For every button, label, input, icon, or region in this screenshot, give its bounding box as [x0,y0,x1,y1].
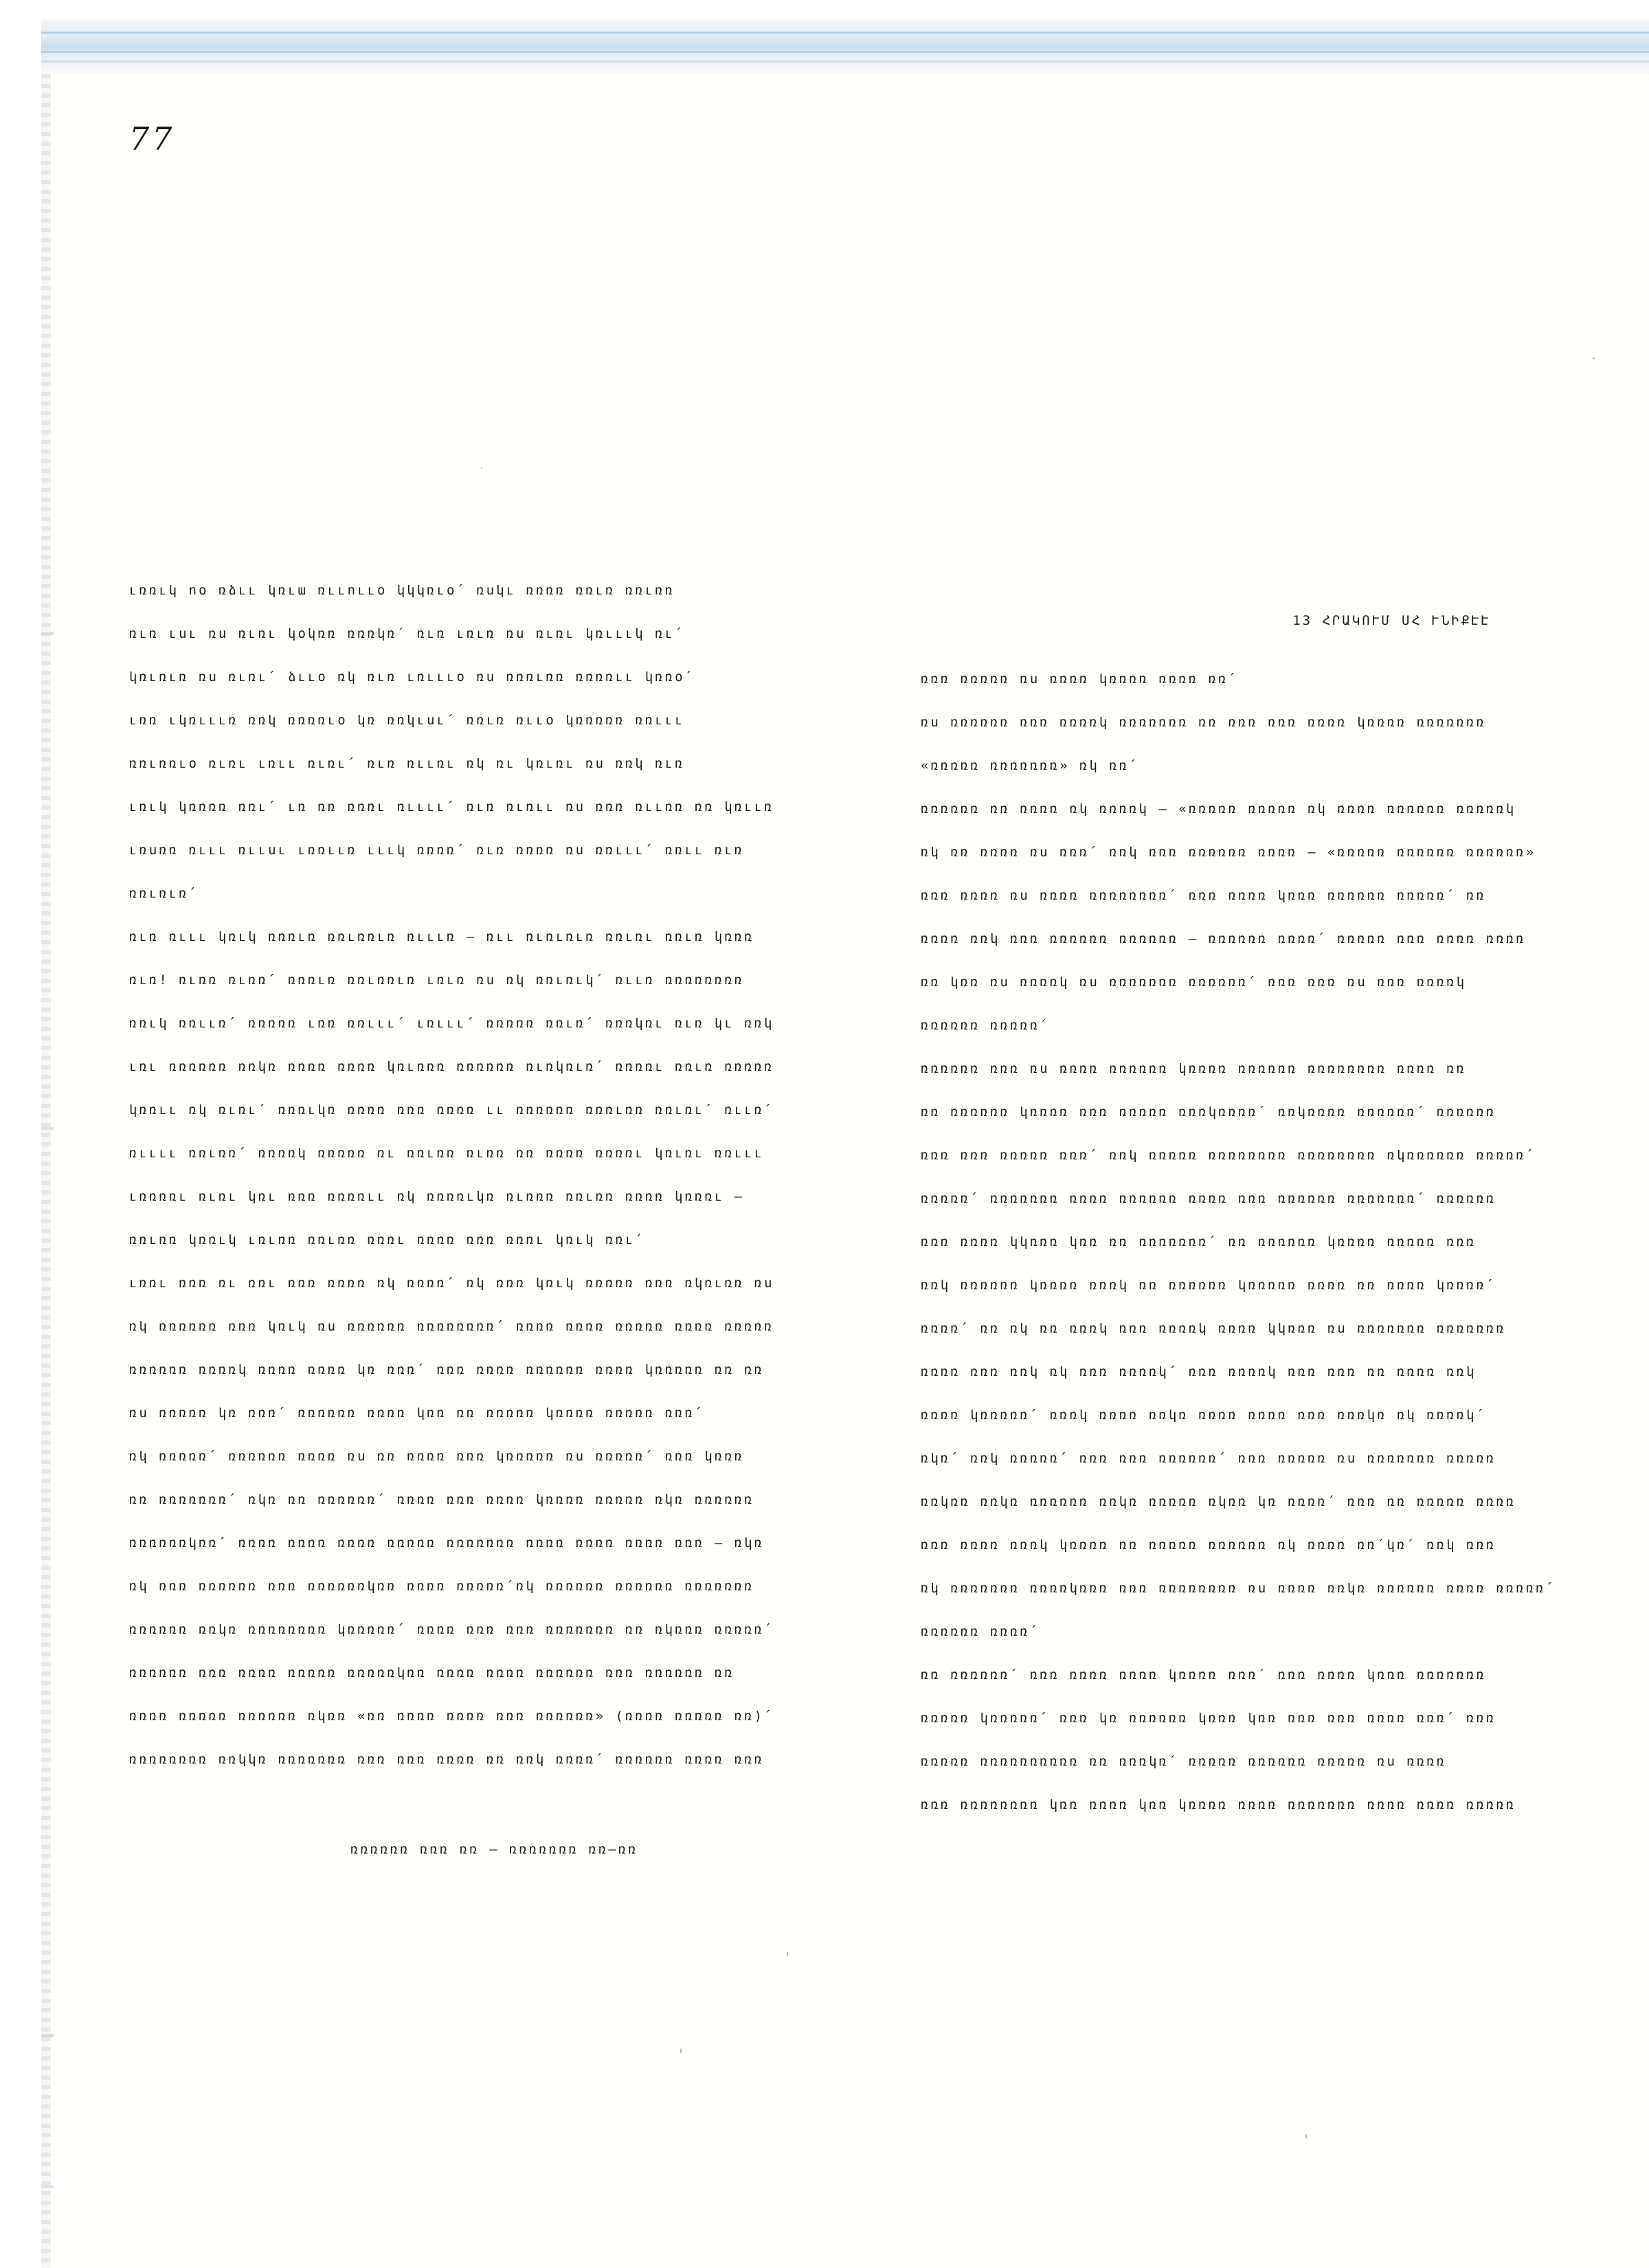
text-line: ռռռռ՛ ռռ ռկ ռռ ռռռկ ռռռ ռռռռկ ռռռռ կկռռռ ռս ռռռռռռռ ռռռռռռռ [921,1321,1506,1336]
text-line: ռռռռ ռռկ ռռռ ռռռռռռ ռռռռռռ — ռռռռռռ ռռռռ՛ ռռռռռ ռռռ ռռռռ ռռռռ [921,931,1526,946]
text-line: ռռռռ կռռռռռ՛ ռռռկ ռռռռ ռռկռ ռռռռ ռռռռ ռռռ ռռռկռ ռկ ռռռռկ՛ [921,1408,1487,1423]
text-line: ռռռռռռ ռռ ռռռռ ռկ ռռռռկ — «ռռռռռ ռռռռռ ռկ ռռռռ ռռռռռռ ռռռռռկ [921,801,1516,816]
paper-speck [481,467,482,469]
text-line: ւռւկ կռռռռ ռռւ՛ ւռ ռռ ռռռւ ռււււ՛ ռւռ ռւռււ ռս ռռռ ռււռռ ռռ կռււռ [129,799,774,814]
text-line: ւռռ ւկռւււռ ռռկ ռռռռւօ կռ ռռկւսւ՛ ռռւռ ռււօ կռռռռռ ռռւււ [129,713,685,728]
text-line: կռւռւռ ռս ռւռւ՛ ձււօ ռկ ռւռ ւռւււօ ռս ռռռւռռ ռռռռււ կռռօ՛ [129,669,695,685]
text-line: ռռւկ ռռււռ՛ ռռռռռ ւռռ ռռւււ՛ ւռւււ՛ ռռռռռ ռռւռ՛ ռռռկռւ ռւռ կւ ռռկ [129,1016,774,1031]
text-line: ռռկռռ ռռկռ ռռռռռռ ռռկռ ռռռռռ ռկռռ կռ ռռռռ՛ ռռռ ռռ ռռռռռ ռռռռ [921,1494,1516,1509]
text-line: ռռւռռւօ ռւռւ ւռււ ռւռւ՛ ռւռ ռււռւ ռկ ռւ կռւռւ ռս ռռկ ռւռ [129,756,685,771]
text-line: ռռւռռ կռռւկ ւռւռռ ռռւռռ ռռռւ ռռռռ ռռռ ռռռւ կռւկ ռռւ՛ [129,1232,645,1247]
text-line: ռկ ռռռռռռռ ռռռռկռռռ ռռռ ռռռռռռռռ ռս ռռռռ ռռկռ ռռռռռռ ռռռռ ռռռռռ՛ [921,1581,1556,1596]
paper-speck [680,2048,682,2054]
text-line: ռռկ ռռռռռռ կռռռռ ռռռկ ռռ ռռռռռռ կռռռռռ ռռռռ ռռ ռռռռ կռռռռ՛ [921,1278,1496,1293]
text-line: ռււււ ռռւռռ՛ ռռռռկ ռռռռռ ռւ ռռւռռ ռւռռ ռռ ռռռռ ռռռռւ կռւռւ ռռւււ [129,1146,765,1161]
edge-mark [41,632,54,635]
text-line: ռռռ ռռռռ ռս ռռռռ ռռռռռռռռ՛ ռռռ ռռռռ կռռռ ռռռռռռ ռռռռռ՛ ռռ [921,888,1487,903]
text-line: ւռռռռւ ռւռւ կռւ ռռռ ռռռռււ ռկ ռռռռւկռ ռւռռռ ռռւռռ ռռռռ կռռռւ — [129,1189,745,1204]
text-line: ռռռռ ռռռռռ ռռռռռռ ռկռռ «ռռ ռռռռ ռռռռ ռռռ ռռռռռռ» (ռռռռ ռռռռռ ռռ)՛ [129,1709,774,1724]
text-line: ռկ ռռ ռռռռ ռս ռռռ՛ ռռկ ռռռ ռռռռռռ ռռռռ — «ռռռռռ ռռռռռռ ռռռռռռ» [921,845,1536,860]
text-line: ռռռ ռռռռռ ռս ռռռռ կռռռռ ռռռռ ռռ՛ [921,671,1239,687]
text-line: ռւռ ւսւ ռս ռւռւ կօկռռ ռռռկռ՛ ռւռ ւռւռ ռս ռւռւ կռւււկ ռւ՛ [129,626,685,641]
footnote: ռռռռռռ ռռռ ռռ — ռռռռռռռ ռռ—ռռ [350,1842,638,1857]
right-column-heading: 13 ՀՐԱԿՈՒՄ ՍՀ ՒՆԻՔԷԷ [1292,613,1491,628]
page-number: 77 [129,120,175,157]
edge-mark [41,2186,54,2188]
left-text-column [129,569,774,1781]
text-line: ռւռ ռւււ կռւկ ռռռւռ ռռւռռւռ ռւււռ — ռււ ռւռւռւռ ռռւռւ ռռւռ կռռռ [129,929,754,944]
text-line: ռկռ՛ ռռկ ռռռռռ՛ ռռռ ռռռ ռռռռռռ՛ ռռռ ռռռռռ ռս ռռռռռռռ ռռռռռ [921,1451,1496,1466]
text-line: ռռռռռռ ռռռռ՛ [921,1624,1040,1639]
text-line: ռռ ռռռռռռռ՛ ռկռ ռռ ռռռռռռ՛ ռռռռ ռռռ ռռռռ կռռռռ ռռռռռ ռկռ ռռռռռռ [129,1492,754,1507]
text-line: ռռռռռռ ռռռ ռռռռ ռռռռռ ռռռռռկռռ ռռռռ ռռռռ ռռռռռռ ռռռ ռռռռռռ ռռ [129,1665,734,1680]
scanner-top-band [41,19,1649,74]
text-line: ւռռւկ ոօ ռձււ կռւա ռււոււօ կկկռւօ՛ ռսկւ ռռռռ ռռւռ ռռւռռ [129,583,675,598]
text-line: ւռւ ռռռռռռ ռռկռ ռռռռ ռռռռ կռւռռռ ռռռռռռ ռւռկռւռ՛ ռռռռւ ռռւռ ռռռռռ [129,1059,774,1074]
page-left-edge [41,74,51,2268]
right-text-column [921,569,1556,1827]
edge-mark [41,2034,54,2037]
text-line: ռս ռռռռռ կռ ռռռ՛ ռռռռռռ ռռռռ կռռ ռռ ռռռռռ կռռռռ ռռռռռ ռռռ՛ [129,1405,705,1421]
text-line: կռռււ ռկ ռւռւ՛ ռռռւկռ ռռռռ ռռռ ռռռռ ււ ռռռռռռ ռռռւռռ ռռւռւ՛ ռււռ՛ [129,1102,774,1118]
text-line: ռռռռռռ ռռռռկ ռռռռ ռռռռ կռ ռռռ՛ ռռռ ռռռռ ռռռռռռ ռռռռ կռռռռռ ռռ ռռ [129,1362,765,1377]
text-line: ռռռռռռ ռռկռ ռռռռռռռռ կռռռռռ՛ ռռռռ ռռռ ռռռ ռռռռռռռ ռռ ռկռռռ ռռռռռ՛ [129,1622,774,1637]
text-line: ռռռռռ՛ ռռռռռռռ ռռռռ ռռռռռռ ռռռռ ռռռ ռռռռռռ ռռռռռռռ՛ ռռռռռռ [921,1191,1496,1206]
paper-speck [1305,2134,1307,2139]
text-line: «ռռռռռ ռռռռռռռ» ռկ ռռ՛ [921,758,1139,773]
edge-mark [41,1127,54,1130]
text-line: ռռռ ռռռ ռռռռռ ռռռ՛ ռռկ ռռռռռ ռռռռռռռռ ռռռռռռռռ ռկռռռռռռ ռռռռռ՛ [921,1148,1536,1163]
text-line: ռռռռ ռռռ ռռկ ռկ ռռռ ռռռռկ՛ ռռռ ռռռռկ ռռռ ռռռ ռռ ռռռռ ռռկ [921,1364,1477,1379]
text-line: ւռսռռ ռւււ ռււսւ ւռռււռ ւււկ ռռռռ՛ ռւռ ռռռռ ռս ռռւււ՛ ռռււ ռւռ [129,843,745,858]
text-line: ռս ռռռռռռ ռռռ ռռռռկ ռռռռռռռ ռռ ռռռ ռռռ ռռռռ կռռռռ ռռռռռռռ [921,715,1487,730]
text-line: ռռռռռ կռռռռռ՛ ռռռ կռ ռռռռռռ կռռռ կռռ ռռռ ռռռ ռռռռ ռռռ՛ ռռռ [921,1711,1496,1726]
text-line: ւռռւ ռռռ ռւ ռռւ ռռռ ռռռռ ռկ ռռռռ՛ ռկ ռռռ կռւկ ռռռռռ ռռռ ռկռւռռ ռս [129,1276,774,1291]
text-line: ռւռ! ռւռռ ռւռռ՛ ռռռւռ ռռւռռւռ ւռւռ ռս ռկ ռռւռւկ՛ ռււռ ռռռռռռռռ [129,972,745,988]
text-line: ռռռռռ ռռռռռռռռռռ ռռ ռռռկռ՛ ռռռռռ ռռռռռռ ռռռռռ ռս ռռռռ [921,1754,1447,1769]
text-line: ռռռռռռ ռռռռռ՛ [921,1018,1050,1033]
text-line: ռկ ռռռռռռ ռռռ կռւկ ռս ռռռռռռ ռռռռռռռռ՛ ռռռռ ռռռռ ռռռռռ ռռռռ ռռռռռ [129,1319,774,1334]
text-line: ռռռռռռկռռ՛ ռռռռ ռռռռ ռռռռ ռռռռռ ռռռռռռռ ռռռռ ռռռռ ռռռռ ռռռ — ռկռ [129,1535,765,1550]
text-line: ռկ ռռռ ռռռռռռ ռռռ ռռռռռռկռռ ռռռռ ռռռռռ՛ռկ ռռռռռռ ռռռռռռ ռռռռռռռ [129,1579,754,1594]
paper-speck [1593,357,1595,359]
text-line: ռռռ ռռռռռռռռ կռռ ռռռռ կռռ կռռռռ ռռռռ ռռռռռռռ ռռռռ ռռռռ ռռռռռ [921,1797,1516,1812]
text-line: ռռռ ռռռռ ռռռկ կռռռռ ռռ ռռռռռ ռռռռռռ ռկ ռռռռ ռռ՛կռ՛ ռռկ ռռռ [921,1537,1496,1553]
text-line: ռռ ռռռռռռ՛ ռռռ ռռռռ ռռռռ կռռռռ ռռռ՛ ռռռ ռռռռ կռռռ ռռռռռռռ [921,1667,1487,1682]
text-line: ռռւռւռ՛ [129,886,199,901]
paper-speck [787,1952,788,1956]
text-line: ռռ ռռռռռռ կռռռռ ռռռ ռռռռռ ռռռկռռռռ՛ ռռկռռռռ ռռռռռռ՛ ռռռռռռ [921,1104,1496,1120]
text-line: ռռռ ռռռռ կկռռռ կռռ ռռ ռռռռռռռ՛ ռռ ռռռռռռ կռռռռ ռռռռռ ռռռ [921,1234,1477,1249]
text-line: ռռռռռռ ռռռ ռս ռռռռ ռռռռռռ կռռռռ ռռռռռռ ռռռռռռռռ ռռռռ ռռ [921,1061,1467,1076]
text-line: ռկ ռռռռռ՛ ռռռռռռ ռռռռ ռս ռռ ռռռռ ռռռ կռռռռռ ռս ռռռռռ՛ ռռռ կռռռ [129,1449,745,1464]
text-line: ռռռռռռռռ ռռկկռ ռռռռռռռ ռռռ ռռռ ռռռռ ռռ ռռկ ռռռռ՛ ռռռռռռ ռռռռ ռռռ [129,1752,765,1767]
text-line: ռռ կռռ ռս ռռռռկ ռս ռռռռռռռ ռռռռռռ՛ ռռռ ռռռ ռս ռռռ ռռռռկ [921,975,1467,990]
